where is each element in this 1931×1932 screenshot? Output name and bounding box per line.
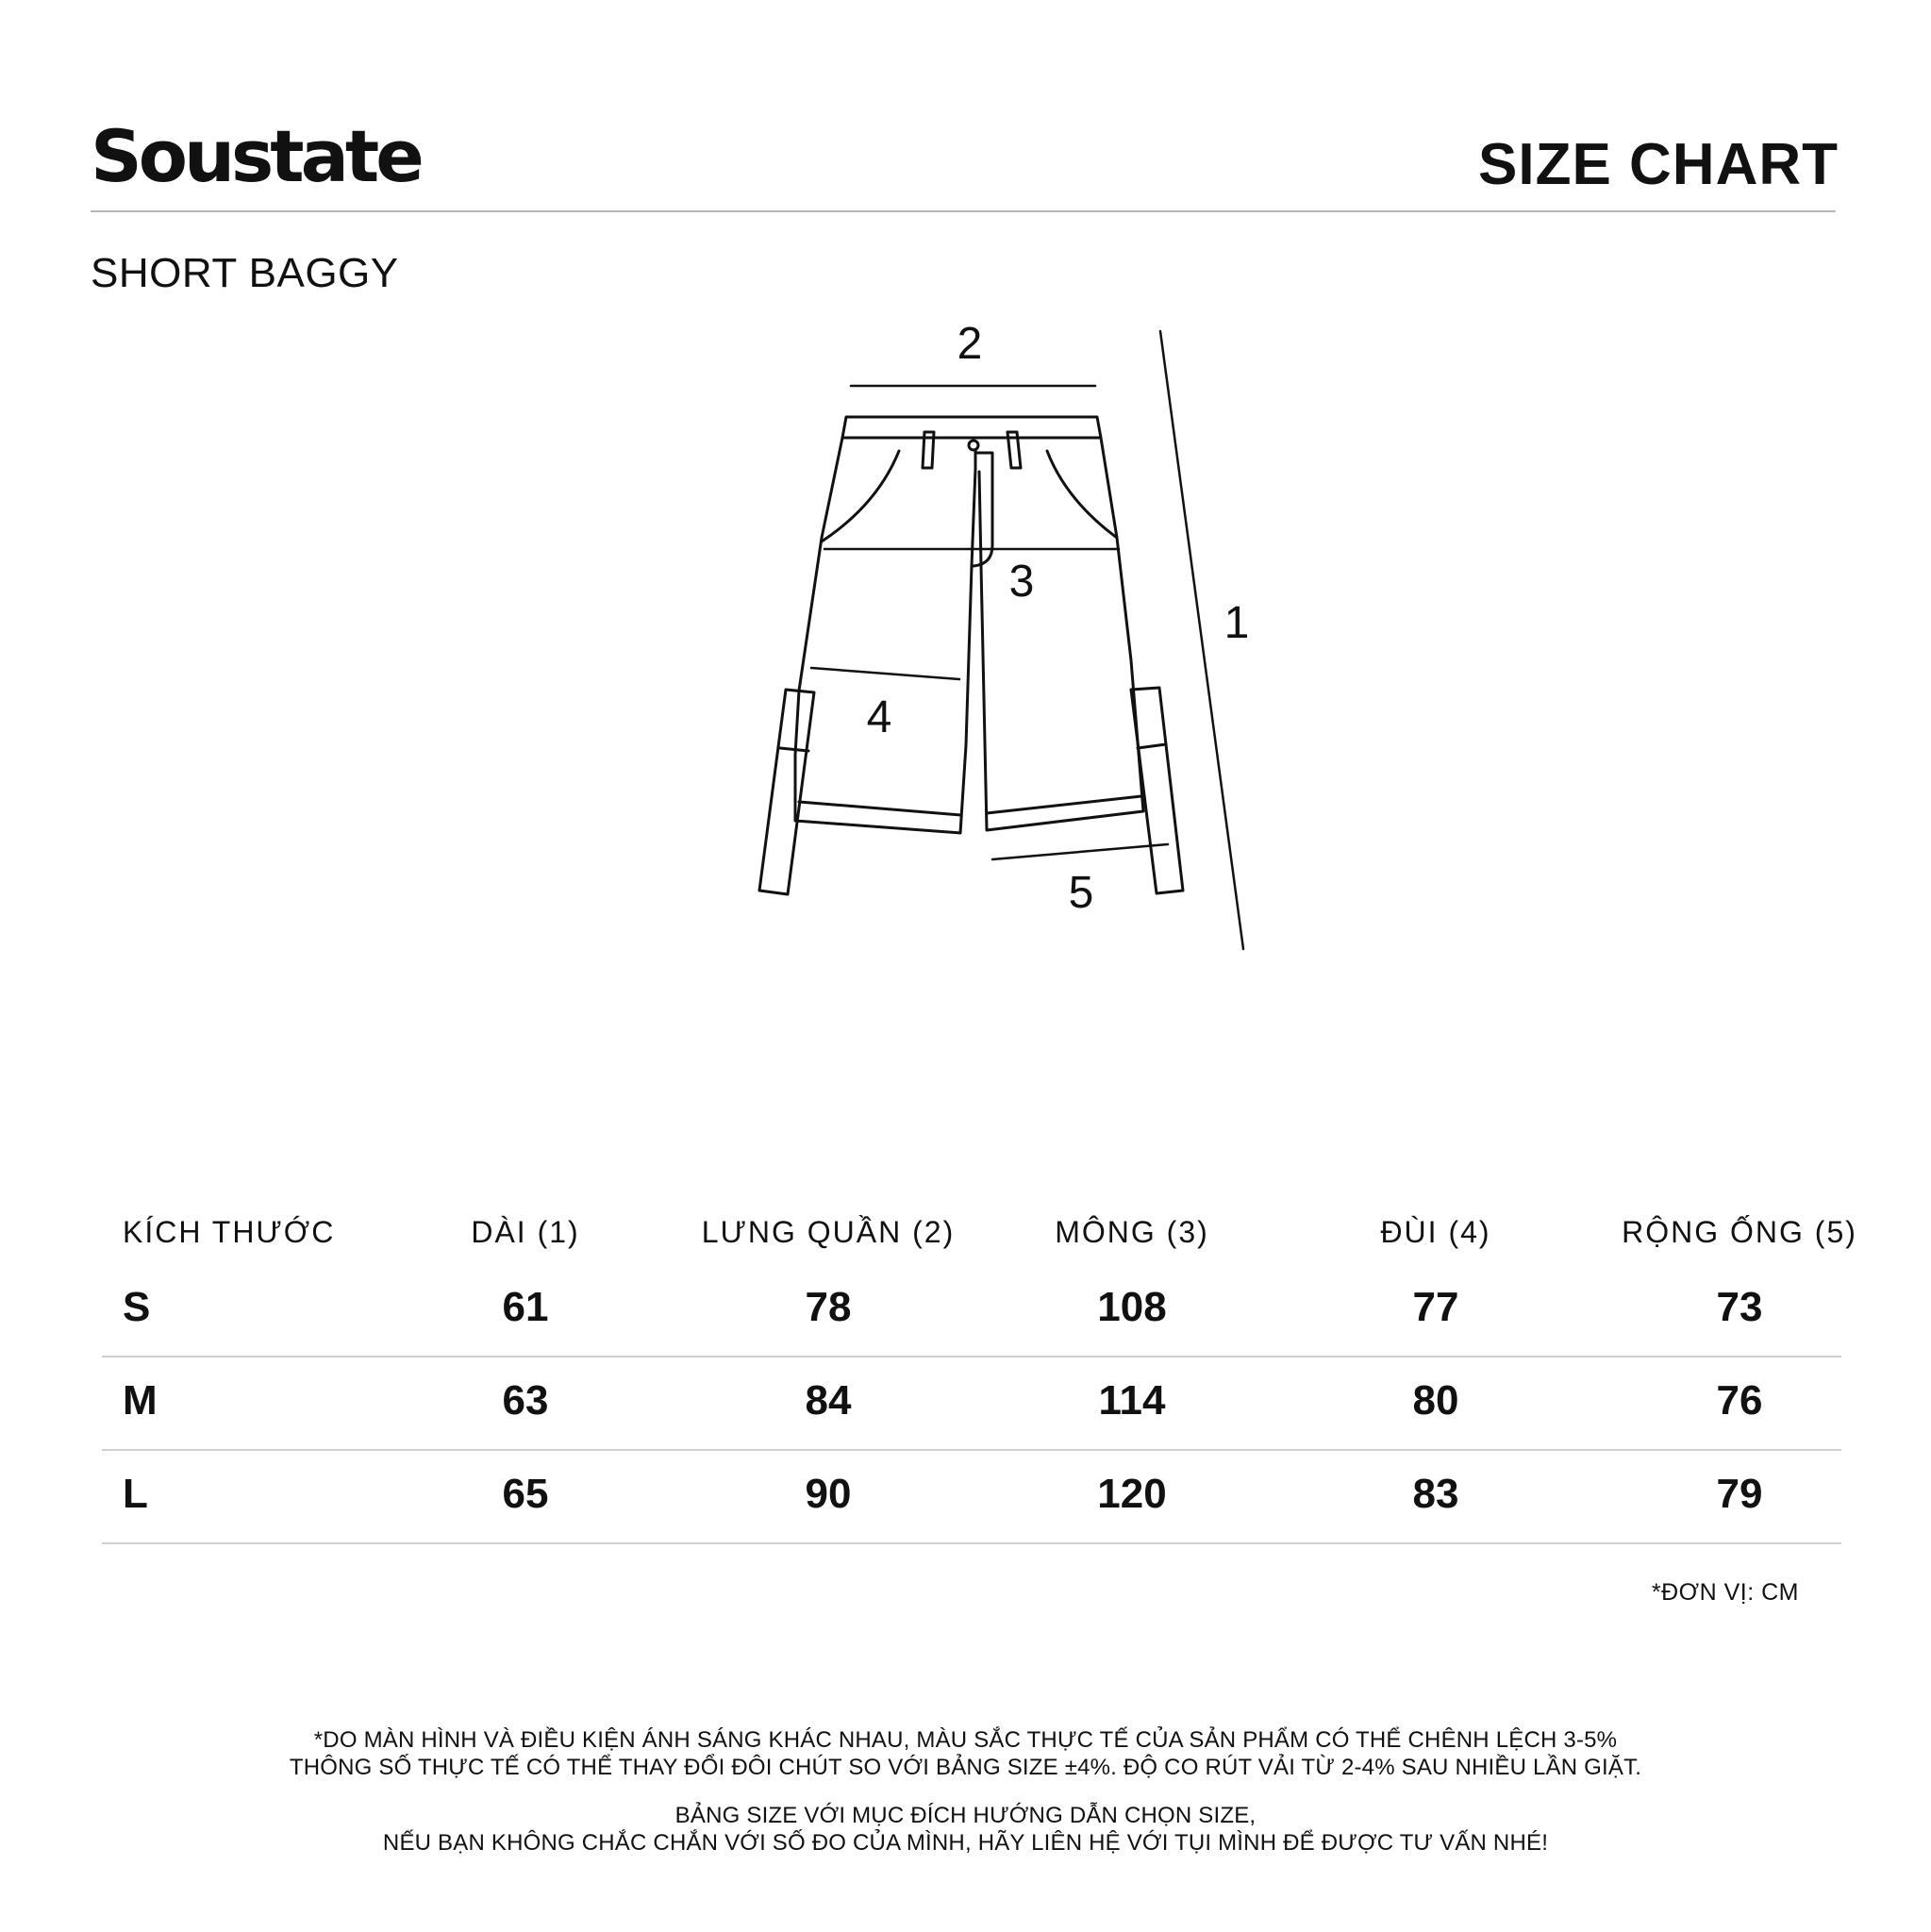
cell-length: 65 xyxy=(502,1471,549,1517)
cell-hip: 108 xyxy=(1097,1284,1167,1330)
label-thigh: 4 xyxy=(866,692,892,742)
cell-hip: 120 xyxy=(1097,1471,1167,1517)
hem-band-right xyxy=(987,796,1141,813)
disclaimer-guide xyxy=(0,1802,1931,1857)
side-pocket-right xyxy=(1131,688,1183,893)
table-header xyxy=(102,1208,1857,1264)
cell-hip: 114 xyxy=(1098,1377,1166,1424)
product-name: SHORT BAGGY xyxy=(91,250,399,296)
disclaimer-line: *DO MÀN HÌNH VÀ ĐIỀU KIỆN ÁNH SÁNG KHÁC NHAU, MÀU SẮC THỰC TẾ CỦA SẢN PHẨM CÓ THỂ CHÊNH LỆCH 3-5% xyxy=(313,1727,1618,1753)
header-thigh: ĐÙI (4) xyxy=(1380,1215,1491,1249)
shorts-right-leg xyxy=(979,438,1143,830)
header-leg-opening: RỘNG ỐNG (5) xyxy=(1622,1215,1857,1249)
label-hip: 3 xyxy=(1008,557,1035,607)
header-hip: MÔNG (3) xyxy=(1055,1215,1209,1249)
cell-leg-opening: 79 xyxy=(1716,1471,1763,1517)
side-pocket-right-flap xyxy=(1138,744,1166,748)
size-table xyxy=(102,1208,1857,1544)
disclaimer-line: BẢNG SIZE VỚI MỤC ĐÍCH HƯỚNG DẪN CHỌN SIZE, xyxy=(674,1803,1257,1828)
cell-thigh: 80 xyxy=(1412,1377,1459,1424)
cell-length: 61 xyxy=(502,1284,549,1330)
side-pocket-left xyxy=(759,690,814,894)
brand-logo: Soustate xyxy=(91,114,421,198)
header-waist: LƯNG QUẦN (2) xyxy=(701,1215,956,1249)
waistband-shape xyxy=(842,417,1101,438)
measure-line-thigh xyxy=(811,668,959,679)
cell-waist: 78 xyxy=(805,1284,852,1330)
pocket-left xyxy=(822,451,899,541)
cell-size: L xyxy=(123,1471,148,1517)
table-row xyxy=(102,1264,1841,1357)
cell-thigh: 83 xyxy=(1412,1471,1459,1517)
cell-waist: 90 xyxy=(805,1471,852,1517)
disclaimer-line: THÔNG SỐ THỰC TẾ CÓ THỂ THAY ĐỔI ĐÔI CHÚT SO VỚI BẢNG SIZE ±4%. ĐỘ CO RÚT VẢI TỪ 2-4% SAU NHIỀU LẦN GIẶT. xyxy=(289,1755,1642,1780)
header-size: KÍCH THƯỚC xyxy=(123,1215,336,1249)
cell-waist: 84 xyxy=(805,1377,852,1424)
cell-leg-opening: 76 xyxy=(1716,1377,1763,1424)
cell-length: 63 xyxy=(502,1377,549,1424)
measure-line-leg-opening xyxy=(992,844,1168,859)
label-waist: 2 xyxy=(957,319,983,369)
disclaimer-color xyxy=(0,1726,1931,1781)
cell-thigh: 77 xyxy=(1412,1284,1459,1330)
label-length: 1 xyxy=(1224,598,1250,648)
unit-note: *ĐƠN VỊ: CM xyxy=(1651,1579,1799,1606)
button-icon xyxy=(969,441,978,450)
shorts-left-leg xyxy=(795,438,975,833)
cell-size: M xyxy=(123,1377,158,1424)
cell-size: S xyxy=(123,1284,151,1330)
table-row xyxy=(102,1451,1841,1544)
cell-leg-opening: 73 xyxy=(1716,1284,1763,1330)
header-length: DÀI (1) xyxy=(471,1215,580,1249)
side-pocket-left-flap xyxy=(780,748,808,751)
disclaimer-line: NẾU BẠN KHÔNG CHẮC CHẮN VỚI SỐ ĐO CỦA MÌNH, HÃY LIÊN HỆ VỚI TỤI MÌNH ĐỂ ĐƯỢC TƯ VẤN NHÉ! xyxy=(382,1830,1549,1856)
label-leg-opening: 5 xyxy=(1068,868,1094,918)
page-title: SIZE CHART xyxy=(1478,132,1839,197)
hem-band-left xyxy=(799,802,961,815)
table-row xyxy=(102,1357,1841,1451)
